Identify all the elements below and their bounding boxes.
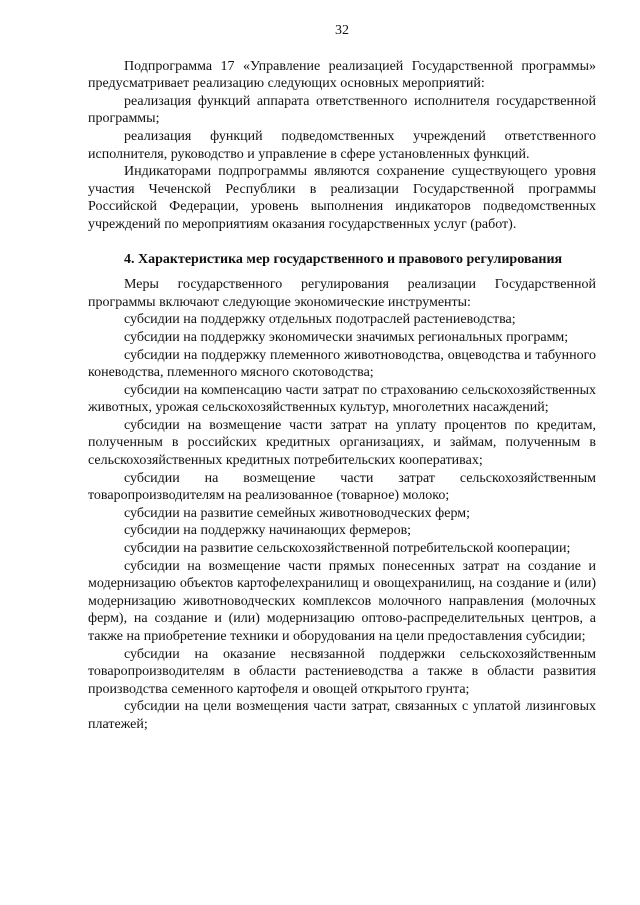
list-item: субсидии на возмещение части прямых понесенных затрат на создание и модернизацию объектов картофелехранилищ и овощехранилищ, на создание и (или) модернизацию животноводческих комплексов молочного направления (молочных ферм), на создание и (или) модернизацию оптово-распределительных центров, а также на приобретение техники и оборудования на цели предоставления субсидии; xyxy=(88,558,596,644)
list-item: субсидии на компенсацию части затрат по страхованию сельскохозяйственных животных, урожая сельскохозяйственных культур, многолетних насаждений; xyxy=(88,382,596,416)
document-page xyxy=(88,22,596,734)
list-item: субсидии на развитие семейных животноводческих ферм; xyxy=(124,505,470,521)
list-item: субсидии на возмещение части затрат на уплату процентов по кредитам, полученным в российских кредитных организациях, и займам, полученным в сельскохозяйственных кредитных потребительских кооперативах; xyxy=(88,417,596,469)
intro-paragraph-subprogram: Подпрограмма 17 «Управление реализацией Государственной программы» предусматривает реализацию следующих основных мероприятий: xyxy=(88,58,596,92)
page-number: 32 xyxy=(335,23,349,38)
section-paragraph: Меры государственного регулирования реализации Государственной программы включают следующие экономические инструменты: xyxy=(88,277,596,310)
list-item: субсидии на поддержку отдельных подотраслей растениеводства; xyxy=(124,312,516,328)
list-item: субсидии на поддержку начинающих фермеров; xyxy=(124,523,412,539)
list-item: субсидии на оказание несвязанной поддержки сельскохозяйственным товаропроизводителям в области растениеводства а также в области развития производства семенного картофеля и овощей открытого грунта; xyxy=(88,646,596,697)
list-item: субсидии на поддержку экономически значимых региональных программ; xyxy=(124,329,569,345)
list-item: субсидии на возмещение части затрат сельскохозяйственным товаропроизводителям на реализованное (товарное) молоко; xyxy=(88,470,596,504)
list-item: субсидии на развитие сельскохозяйственной потребительской кооперации; xyxy=(124,541,571,557)
intro-paragraph-institutions: реализация функций подведомственных учреждений ответственного исполнителя, руководство и управление в сфере установленных функций. xyxy=(88,128,596,162)
list-item: субсидии на цели возмещения части затрат, связанных с уплатой лизинговых платежей; xyxy=(88,699,596,732)
list-item: субсидии на поддержку племенного животноводства, овцеводства и табунного коневодства, племенного мясного скотоводства; xyxy=(88,347,596,381)
section-heading: 4. Характеристика мер государственного и правового регулирования xyxy=(124,251,563,267)
intro-paragraph-apparatus: реализация функций аппарата ответственного исполнителя государственной программы; xyxy=(88,93,596,127)
intro-paragraph-indicators: Индикаторами подпрограммы являются сохранение существующего уровня участия Чеченской Республики в реализации Государственной программы Российской Федерации, уровень выполнения индикаторов подведомственных учреждений по мероприятиям оказания государственных услуг (работ). xyxy=(88,164,596,232)
